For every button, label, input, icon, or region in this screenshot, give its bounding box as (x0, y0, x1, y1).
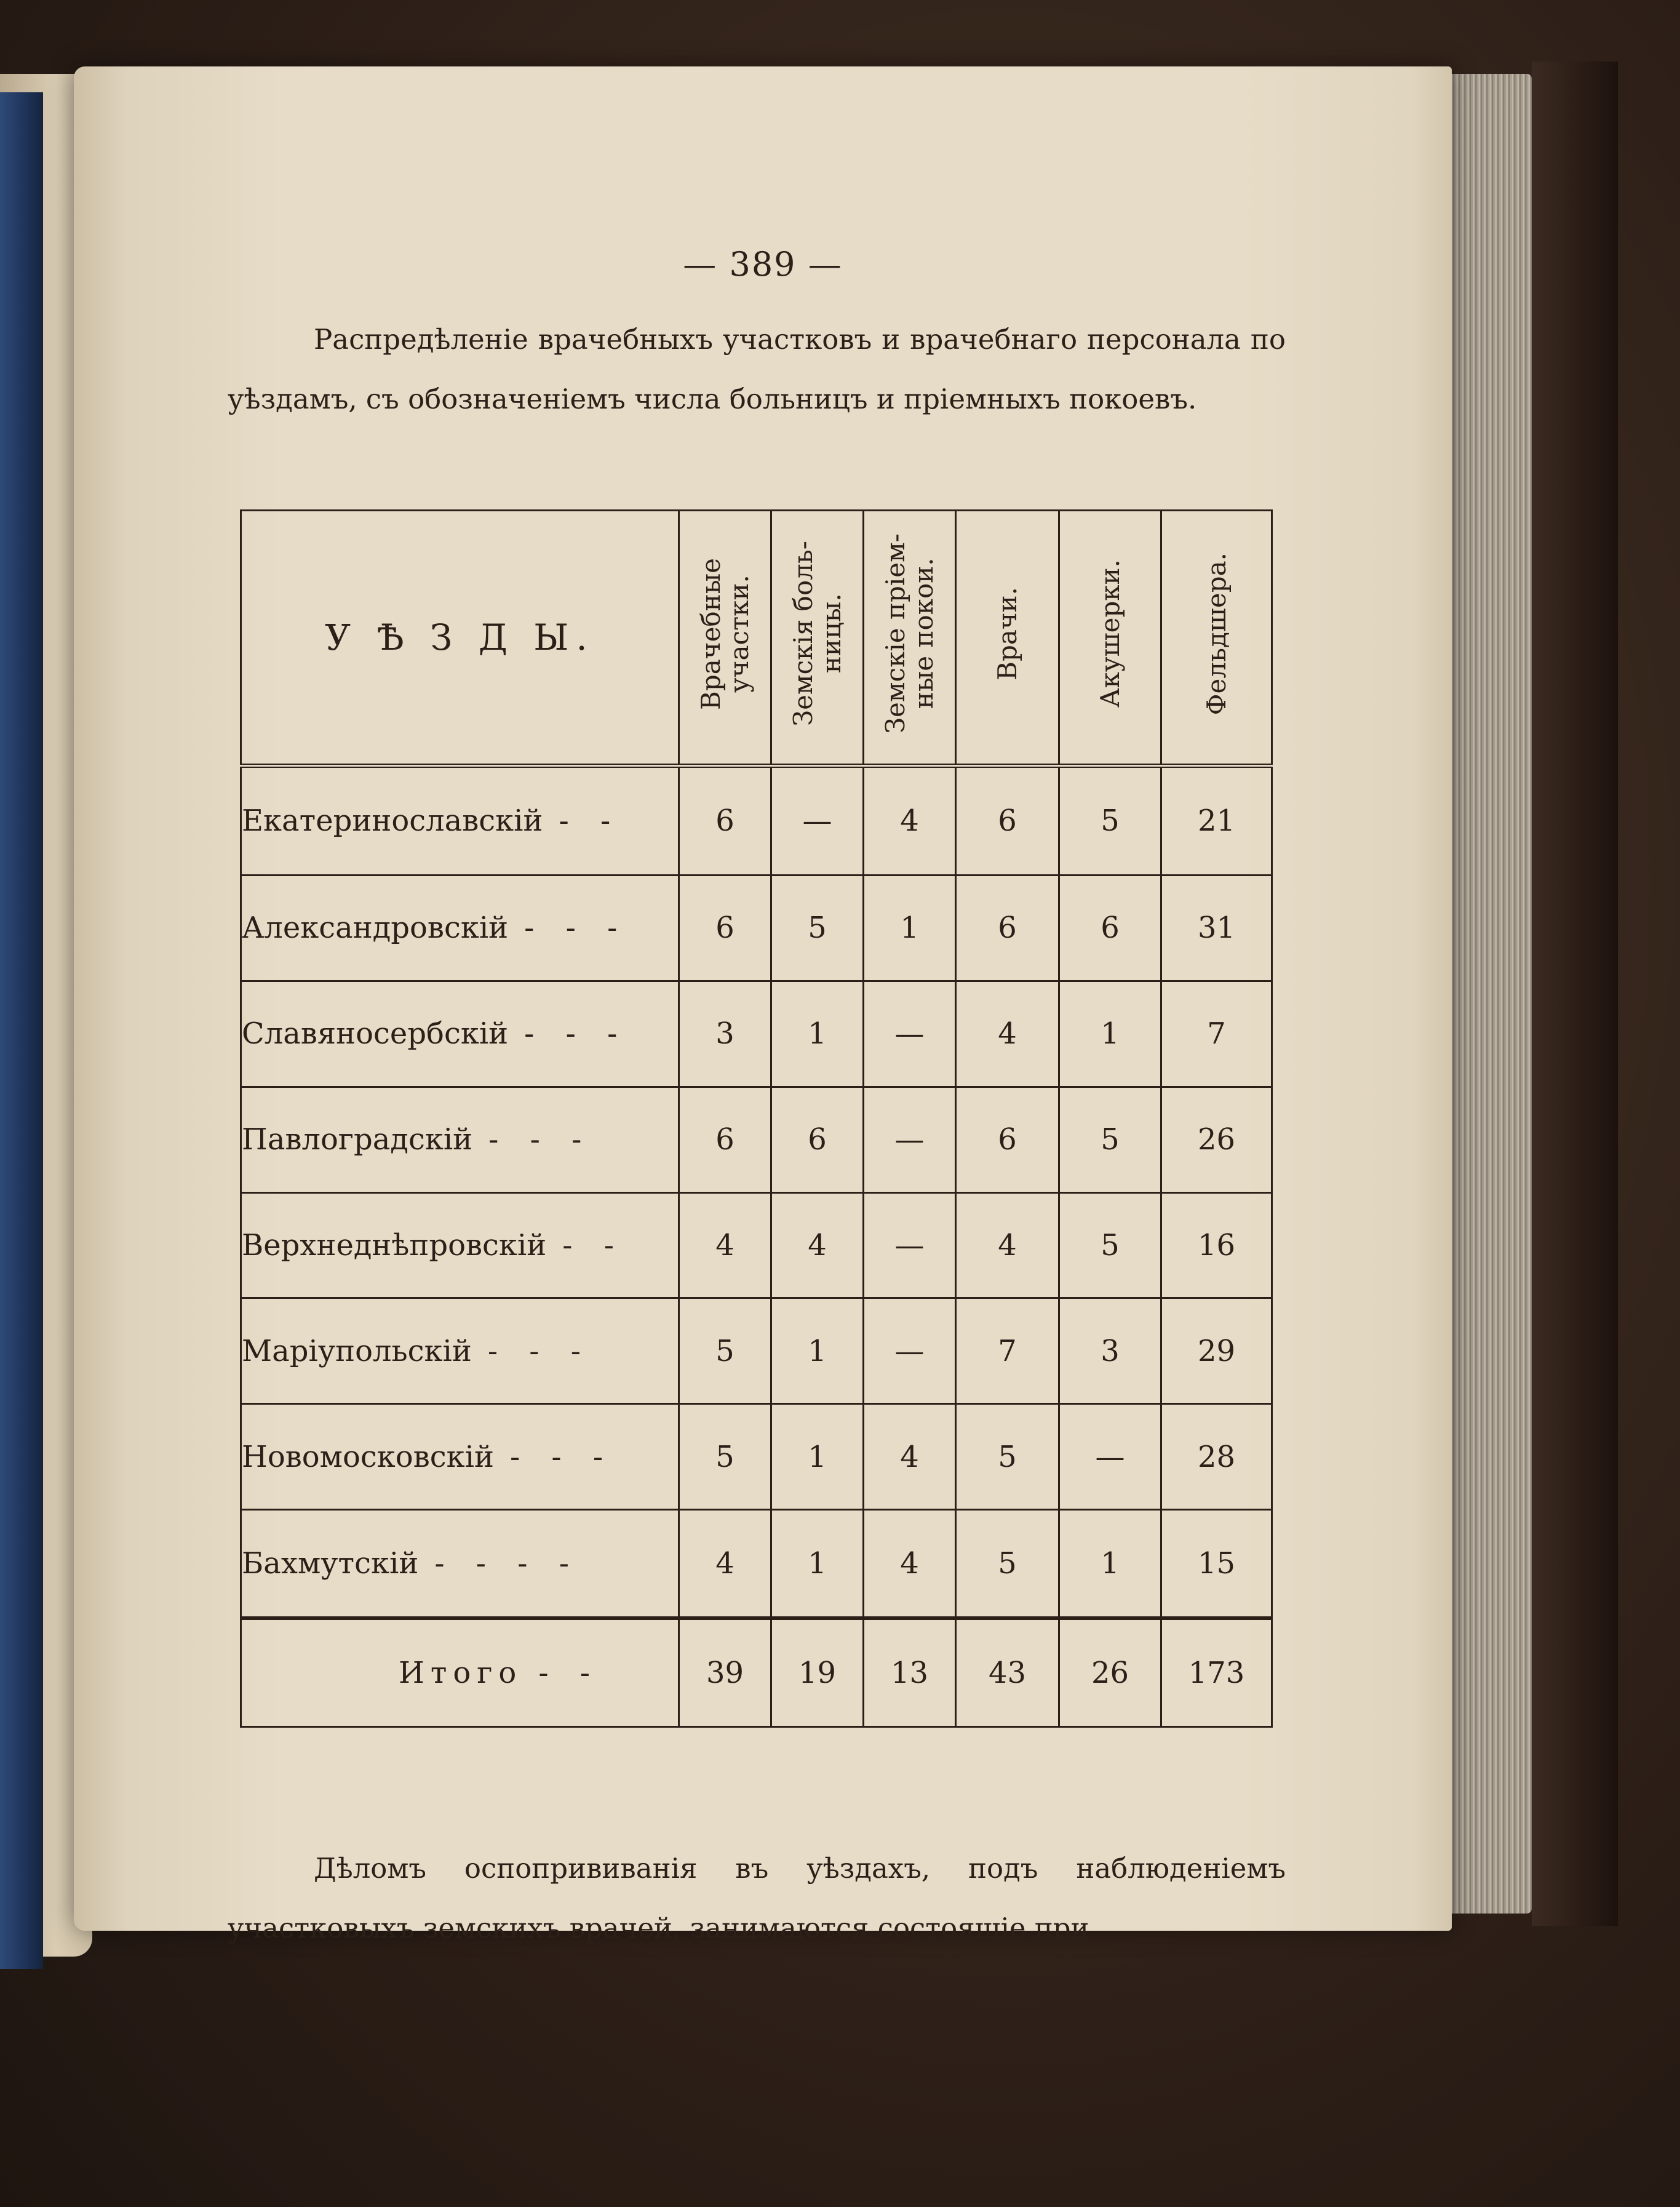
header-reception-rooms (864, 511, 956, 766)
row-leader-dots: - - - - (434, 1546, 580, 1581)
cell-value: 1 (771, 1298, 864, 1404)
cell-value: 21 (1161, 766, 1272, 876)
header-doctors-label: Врачи. (992, 587, 1022, 680)
row-name-cell (241, 1510, 679, 1618)
cell-value: — (1059, 1404, 1161, 1510)
page-number: — 389 — (683, 245, 843, 284)
row-name: Екатеринославскій (242, 804, 543, 839)
row-name-cell (241, 1192, 679, 1298)
cell-value: 5 (956, 1404, 1059, 1510)
header-zemstvo-hospitals-label: Земскія боль- ницы. (787, 541, 846, 727)
total-leader-dots: - - (538, 1656, 602, 1691)
cell-value: 5 (1059, 1087, 1161, 1192)
cell-value: 4 (956, 1192, 1059, 1298)
table-row (241, 981, 1272, 1087)
cell-value: 1 (771, 981, 864, 1087)
intro-paragraph (228, 309, 1286, 429)
row-name: Маріупольскій (242, 1333, 472, 1368)
cell-value: 4 (864, 1510, 956, 1618)
header-zemstvo-hospitals (771, 511, 864, 766)
cell-value: — (864, 981, 956, 1087)
cell-value: 5 (956, 1510, 1059, 1618)
cell-value: 4 (956, 981, 1059, 1087)
header-feldshers-label: Фельдшера. (1201, 552, 1232, 716)
cell-value: 1 (771, 1510, 864, 1618)
row-name: Верхнеднѣпровскій (242, 1227, 547, 1263)
cell-value: 5 (1059, 766, 1161, 876)
table-total-row (241, 1618, 1272, 1726)
cell-value: 6 (679, 1087, 771, 1192)
cell-value: 7 (956, 1298, 1059, 1404)
total-value: 173 (1161, 1618, 1272, 1726)
book-cover-edge (1532, 62, 1618, 1926)
row-leader-dots: - - (562, 1227, 625, 1263)
cell-value: 4 (864, 766, 956, 876)
cell-value: 7 (1161, 981, 1272, 1087)
row-leader-dots: - - - (524, 911, 629, 946)
row-name: Новомосковскій (242, 1439, 494, 1474)
table-row (241, 875, 1272, 981)
cell-value: 3 (679, 981, 771, 1087)
total-value: 19 (771, 1618, 864, 1726)
table-row (241, 1192, 1272, 1298)
row-name: Славяносербскій (242, 1016, 509, 1052)
row-name: Бахмутскій (242, 1546, 419, 1581)
book-binding (0, 92, 43, 1969)
cell-value: 26 (1161, 1087, 1272, 1192)
row-name-cell (241, 875, 679, 981)
header-midwives-label: Акушерки. (1094, 559, 1125, 708)
total-value: 26 (1059, 1618, 1161, 1726)
row-leader-dots: - - - (488, 1122, 593, 1157)
table-row (241, 766, 1272, 876)
header-doctors (956, 511, 1059, 766)
intro-text: Распредѣленіе врачебныхъ участковъ и врачебнаго персонала по уѣздамъ, съ обозначеніемъ числа больницъ и пріемныхъ покоевъ. (228, 323, 1286, 415)
row-leader-dots: - - - (487, 1333, 592, 1368)
cell-value: 4 (679, 1510, 771, 1618)
row-name: Павлоградскій (242, 1122, 473, 1157)
row-name: Александровскій (242, 911, 509, 946)
total-name-cell (241, 1618, 679, 1726)
header-medical-districts-label: Врачебные участки. (695, 557, 754, 710)
cell-value: — (771, 766, 864, 876)
cell-value: 6 (956, 766, 1059, 876)
cell-value: 1 (864, 875, 956, 981)
cell-value: 6 (771, 1087, 864, 1192)
book-page (74, 66, 1452, 1944)
cell-value: 6 (956, 875, 1059, 981)
table-row (241, 1404, 1272, 1510)
cell-value: — (864, 1298, 956, 1404)
cell-value: — (864, 1087, 956, 1192)
total-value: 13 (864, 1618, 956, 1726)
table-row (241, 1087, 1272, 1192)
total-value: 43 (956, 1618, 1059, 1726)
table-header-row (241, 511, 1272, 766)
cell-value: 6 (1059, 875, 1161, 981)
cell-value: 1 (1059, 981, 1161, 1087)
cell-value: 28 (1161, 1404, 1272, 1510)
row-name-cell (241, 1404, 679, 1510)
outro-text: Дѣломъ оспопрививанія въ уѣздахъ, подъ наблюденіемъ участковыхъ земскихъ врачей, занимаются состоящіе при (228, 1852, 1286, 1944)
cell-value: 6 (956, 1087, 1059, 1192)
outro-paragraph (228, 1838, 1286, 1958)
row-name-cell (241, 1298, 679, 1404)
cell-value: 3 (1059, 1298, 1161, 1404)
statistics-table (240, 509, 1273, 1728)
row-name-cell (241, 981, 679, 1087)
row-leader-dots: - - - (524, 1016, 629, 1052)
cell-value: 16 (1161, 1192, 1272, 1298)
cell-value: 4 (771, 1192, 864, 1298)
cell-value: 31 (1161, 875, 1272, 981)
cell-value: 6 (679, 766, 771, 876)
cell-value: 1 (1059, 1510, 1161, 1618)
header-feldshers (1161, 511, 1272, 766)
row-name-cell (241, 766, 679, 876)
total-label: Итого (398, 1656, 523, 1691)
cell-value: 4 (679, 1192, 771, 1298)
statistics-table-container (240, 509, 1271, 1728)
row-leader-dots: - - (559, 804, 622, 839)
cell-value: 29 (1161, 1298, 1272, 1404)
cell-value: 1 (771, 1404, 864, 1510)
row-name-cell (241, 1087, 679, 1192)
cell-value: 6 (679, 875, 771, 981)
total-value: 39 (679, 1618, 771, 1726)
cell-value: 4 (864, 1404, 956, 1510)
cell-value: 5 (679, 1404, 771, 1510)
cell-value: 5 (679, 1298, 771, 1404)
table-row (241, 1298, 1272, 1404)
cell-value: 15 (1161, 1510, 1272, 1618)
cell-value: 5 (771, 875, 864, 981)
header-uezdy: У Ѣ З Д Ы. (241, 511, 679, 766)
header-medical-districts (679, 511, 771, 766)
table-row (241, 1510, 1272, 1618)
header-midwives (1059, 511, 1161, 766)
row-leader-dots: - - - (509, 1439, 615, 1474)
cell-value: — (864, 1192, 956, 1298)
cell-value: 5 (1059, 1192, 1161, 1298)
header-reception-rooms-label: Земскіе пріем- ные покои. (880, 533, 939, 734)
